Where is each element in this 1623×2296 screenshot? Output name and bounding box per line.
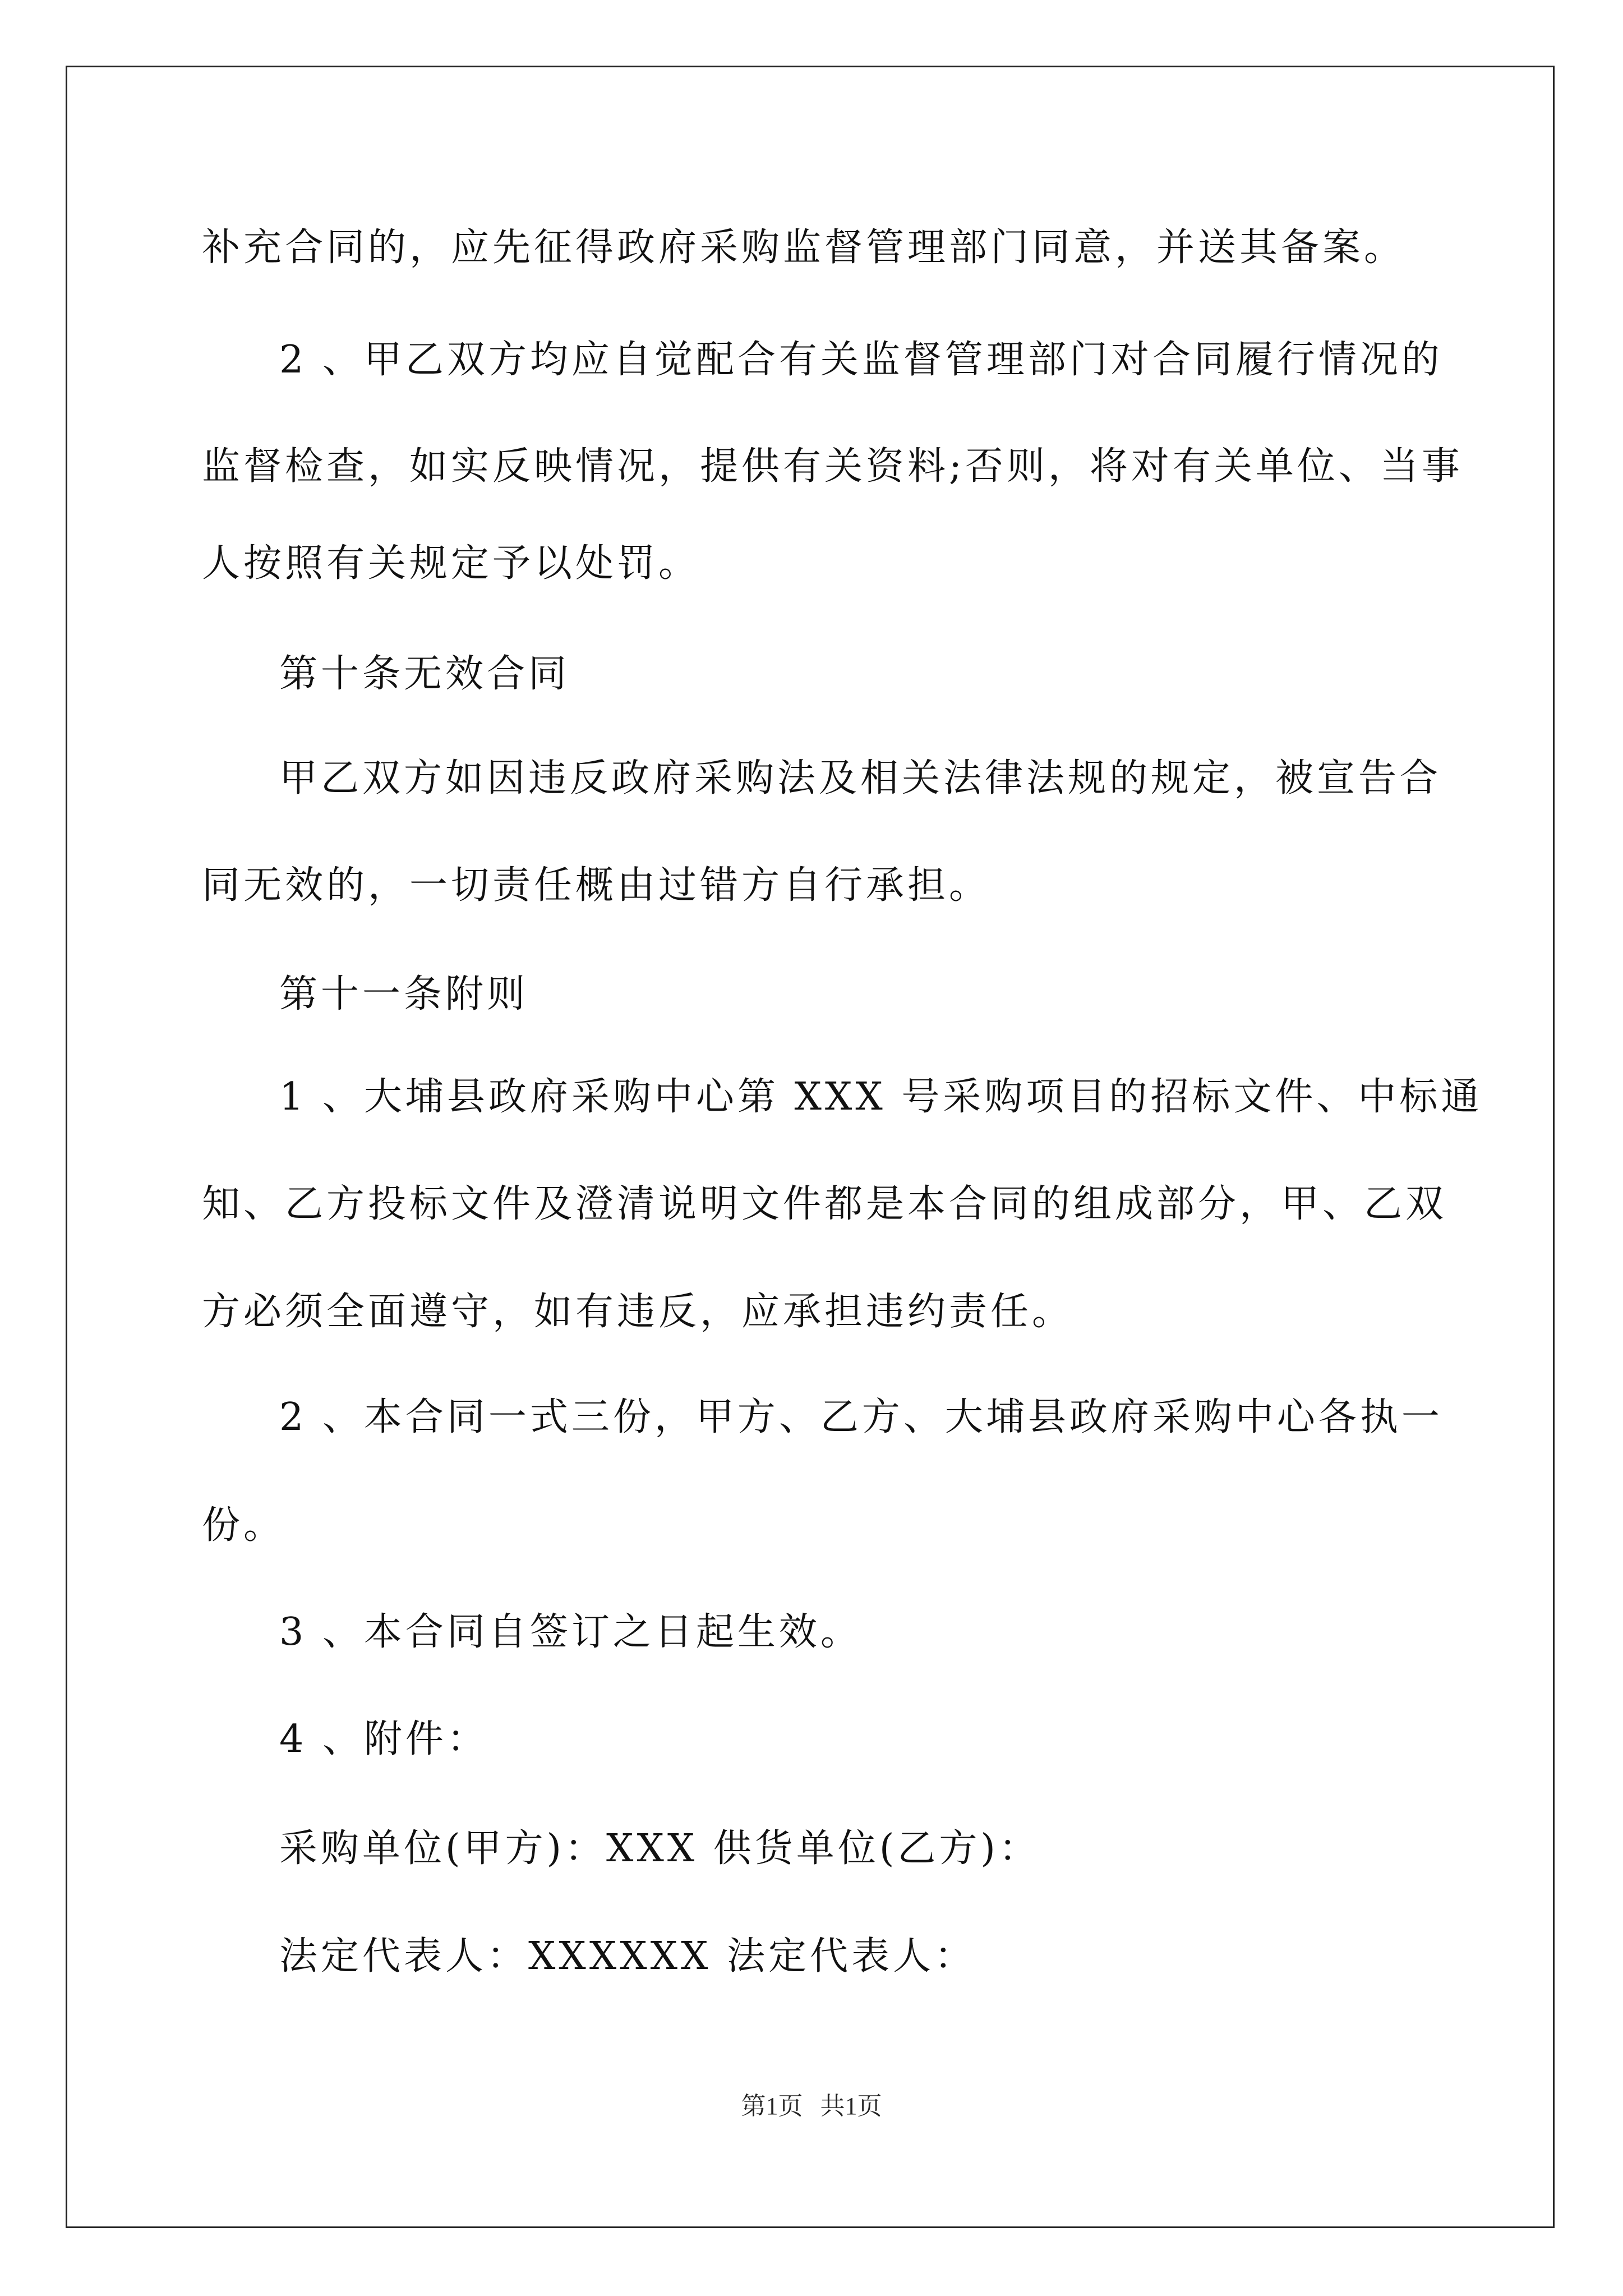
page-footer [0,2091,1623,2122]
text-line: 甲乙双方如因违反政府采购法及相关法律法规的规定，被宣告合 [279,756,1442,800]
page-number-current: 第1页 [741,2092,803,2120]
text-line: 补充合同的，应先征得政府采购监督管理部门同意，并送其备案。 [202,226,1406,270]
text-line: 法定代表人：XXXXXX 法定代表人： [279,1934,976,1978]
text-line: 1 、大埔县政府采购中心第 XXX 号采购项目的招标文件、中标通 [279,1075,1483,1119]
text-line: 人按照有关规定予以处罚。 [202,541,700,586]
text-line: 采购单位(甲方)：XXX 供货单位(乙方)： [279,1826,1040,1871]
text-line: 知、乙方投标文件及澄清说明文件都是本合同的组成部分，甲、乙双 [202,1182,1447,1226]
text-line: 3 、本合同自签订之日起生效。 [279,1610,862,1654]
page-number-total: 共1页 [820,2092,882,2120]
text-line: 方必须全面遵守，如有违反，应承担违约责任。 [202,1290,1074,1334]
section-heading: 第十一条附则 [279,972,529,1016]
page-border [66,66,1555,2228]
section-heading: 第十条无效合同 [279,652,570,696]
text-line: 2 、本合同一式三份，甲方、乙方、大埔县政府采购中心各执一 [279,1395,1443,1439]
text-line: 2 、甲乙双方均应自觉配合有关监督管理部门对合同履行情况的 [279,338,1443,382]
text-line: 份。 [202,1503,285,1548]
text-line: 同无效的，一切责任概由过错方自行承担。 [202,863,991,908]
text-line: 监督检查，如实反映情况，提供有关资料;否则，将对有关单位、当事 [202,444,1463,489]
text-line: 4 、附件： [279,1717,488,1761]
